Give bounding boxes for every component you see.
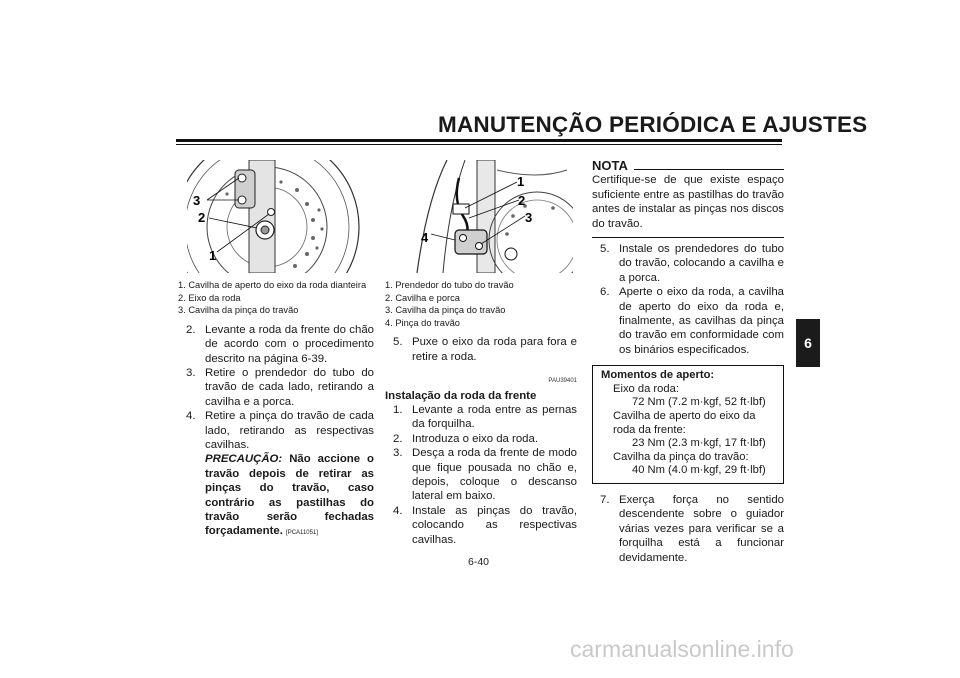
figure-brake-caliper xyxy=(387,160,573,273)
torque-label: Cavilha da pinça do travão: xyxy=(613,450,749,463)
step-5 xyxy=(600,242,784,285)
step-4 xyxy=(393,504,577,547)
step-text: Retire a pinça do travão de cada lado, retirando as respectivas cavilhas. xyxy=(205,410,374,452)
left-column xyxy=(178,279,374,541)
figure-callout-2: 2 xyxy=(518,193,526,208)
figure-callout-1: 1 xyxy=(209,248,217,263)
caption-item: 4. Pinça do travão xyxy=(385,317,460,328)
figure-callout-4: 4 xyxy=(421,230,429,245)
section-title: Instalação da roda da frente xyxy=(385,389,537,402)
step-5 xyxy=(393,335,577,364)
note-heading xyxy=(592,159,784,173)
caution-text: Não accione o travão depois de retirar as pinças do travão, caso contrário as pastilhas do travão serão fechadas forçadamente. xyxy=(205,453,374,538)
step-text: Levante a roda da frente do chão de acordo com o procedimento descrito na página 6-39. xyxy=(205,323,374,365)
step-text: Introduza o eixo da roda. xyxy=(412,432,539,445)
figure-callout-2: 2 xyxy=(198,210,206,225)
chapter-tab: 6 xyxy=(796,319,820,367)
step-number: 2. xyxy=(393,432,403,445)
step-number: 4. xyxy=(393,504,403,517)
caption-item: 1. Prendedor do tubo do travão xyxy=(385,280,514,290)
step-3 xyxy=(393,446,577,504)
step-2 xyxy=(393,432,577,446)
step-1 xyxy=(393,403,577,432)
step-number: 4. xyxy=(186,410,196,423)
caution-code: [PCA11051] xyxy=(286,530,318,537)
step-number: 3. xyxy=(393,447,403,460)
step-number: 6. xyxy=(600,286,610,299)
note-end-rule xyxy=(592,237,784,238)
note-rule xyxy=(634,169,784,170)
step-text: Instale os prendedores do tubo do travão, colocando a cavilha e a porca. xyxy=(619,243,784,284)
figure-caption xyxy=(178,279,374,317)
right-column xyxy=(592,159,784,565)
step-2 xyxy=(186,323,374,366)
brake-caliper-illustration xyxy=(387,160,573,273)
torque-label: Cavilha de aperto do eixo da roda da frente: xyxy=(613,410,756,436)
page-header-title: MANUTENÇÃO PERIÓDICA E AJUSTES xyxy=(438,112,868,137)
step-3 xyxy=(186,366,374,409)
step-number: 1. xyxy=(393,404,403,416)
front-wheel-illustration xyxy=(187,160,373,273)
section-code: PAU39401 xyxy=(548,378,577,385)
header-rule xyxy=(176,139,782,142)
caution-warning xyxy=(205,452,374,540)
caution-label: PRECAUÇÃO: xyxy=(205,453,283,466)
caption-item: 2. Cavilha e porca xyxy=(385,292,460,303)
torque-label: Eixo da roda: xyxy=(613,382,679,395)
caption-item: 3. Cavilha da pinça do travão xyxy=(385,305,506,316)
torque-value: 23 Nm (2.3 m·kgf, 17 ft·lbf) xyxy=(632,437,766,450)
step-text: Retire o prendedor do tubo do travão de cada lado, retirando a cavilha e a porca. xyxy=(205,367,374,408)
figure-front-wheel-axle xyxy=(187,160,373,273)
header-rule-thin xyxy=(176,144,782,145)
note-text: Certifique-se de que existe espaço suficiente entre as pastilhas do travão antes de instalar as pinças nos discos do travão. xyxy=(592,174,784,230)
watermark: carmanualsonline.info xyxy=(570,636,794,662)
figure-callout-3: 3 xyxy=(193,193,201,208)
step-4 xyxy=(186,409,374,541)
step-number: 5. xyxy=(600,243,610,256)
step-7 xyxy=(600,493,784,565)
step-number: 5. xyxy=(393,336,403,349)
torque-specs-box xyxy=(592,365,784,484)
caption-item: 2. Eixo da roda xyxy=(178,292,241,303)
step-6 xyxy=(600,285,784,357)
step-text: Exerça força no sentido descendente sobre o guiador várias vezes para verificar se a forquilha está a funcionar devidamente. xyxy=(619,494,784,564)
step-text: Puxe o eixo da roda para fora e retire a roda. xyxy=(412,336,577,363)
page-number: 6-40 xyxy=(468,556,490,568)
torque-value: 72 Nm (7.2 m·kgf, 52 ft·lbf) xyxy=(632,396,766,409)
step-text: Levante a roda entre as pernas da forquilha. xyxy=(412,404,577,431)
figure-callout-3: 3 xyxy=(525,210,533,225)
torque-value: 40 Nm (4.0 m·kgf, 29 ft·lbf) xyxy=(632,464,766,477)
step-number: 2. xyxy=(186,323,196,336)
caption-item: 3. Cavilha da pinça do travão xyxy=(178,305,299,316)
figure-callout-1: 1 xyxy=(517,174,525,189)
torque-title: Momentos de aperto: xyxy=(601,369,715,382)
step-number: 3. xyxy=(186,367,196,379)
step-text: Desça a roda da frente de modo que fique pousada no chão e, depois, coloque o descanso lateral em baixo. xyxy=(412,447,577,503)
step-text: Aperte o eixo da roda, a cavilha de aperto do eixo da roda e, finalmente, as cavilhas da pinça do travão em conformidade com os binários especificados. xyxy=(619,286,784,356)
middle-column xyxy=(385,279,577,547)
figure-caption xyxy=(385,279,577,329)
step-text: Instale as pinças do travão, colocando as respectivas cavilhas. xyxy=(412,504,577,546)
step-number: 7. xyxy=(600,494,610,507)
caption-item: 1. Cavilha de aperto do eixo da roda dianteira xyxy=(178,280,367,290)
note-title: NOTA xyxy=(592,158,628,173)
